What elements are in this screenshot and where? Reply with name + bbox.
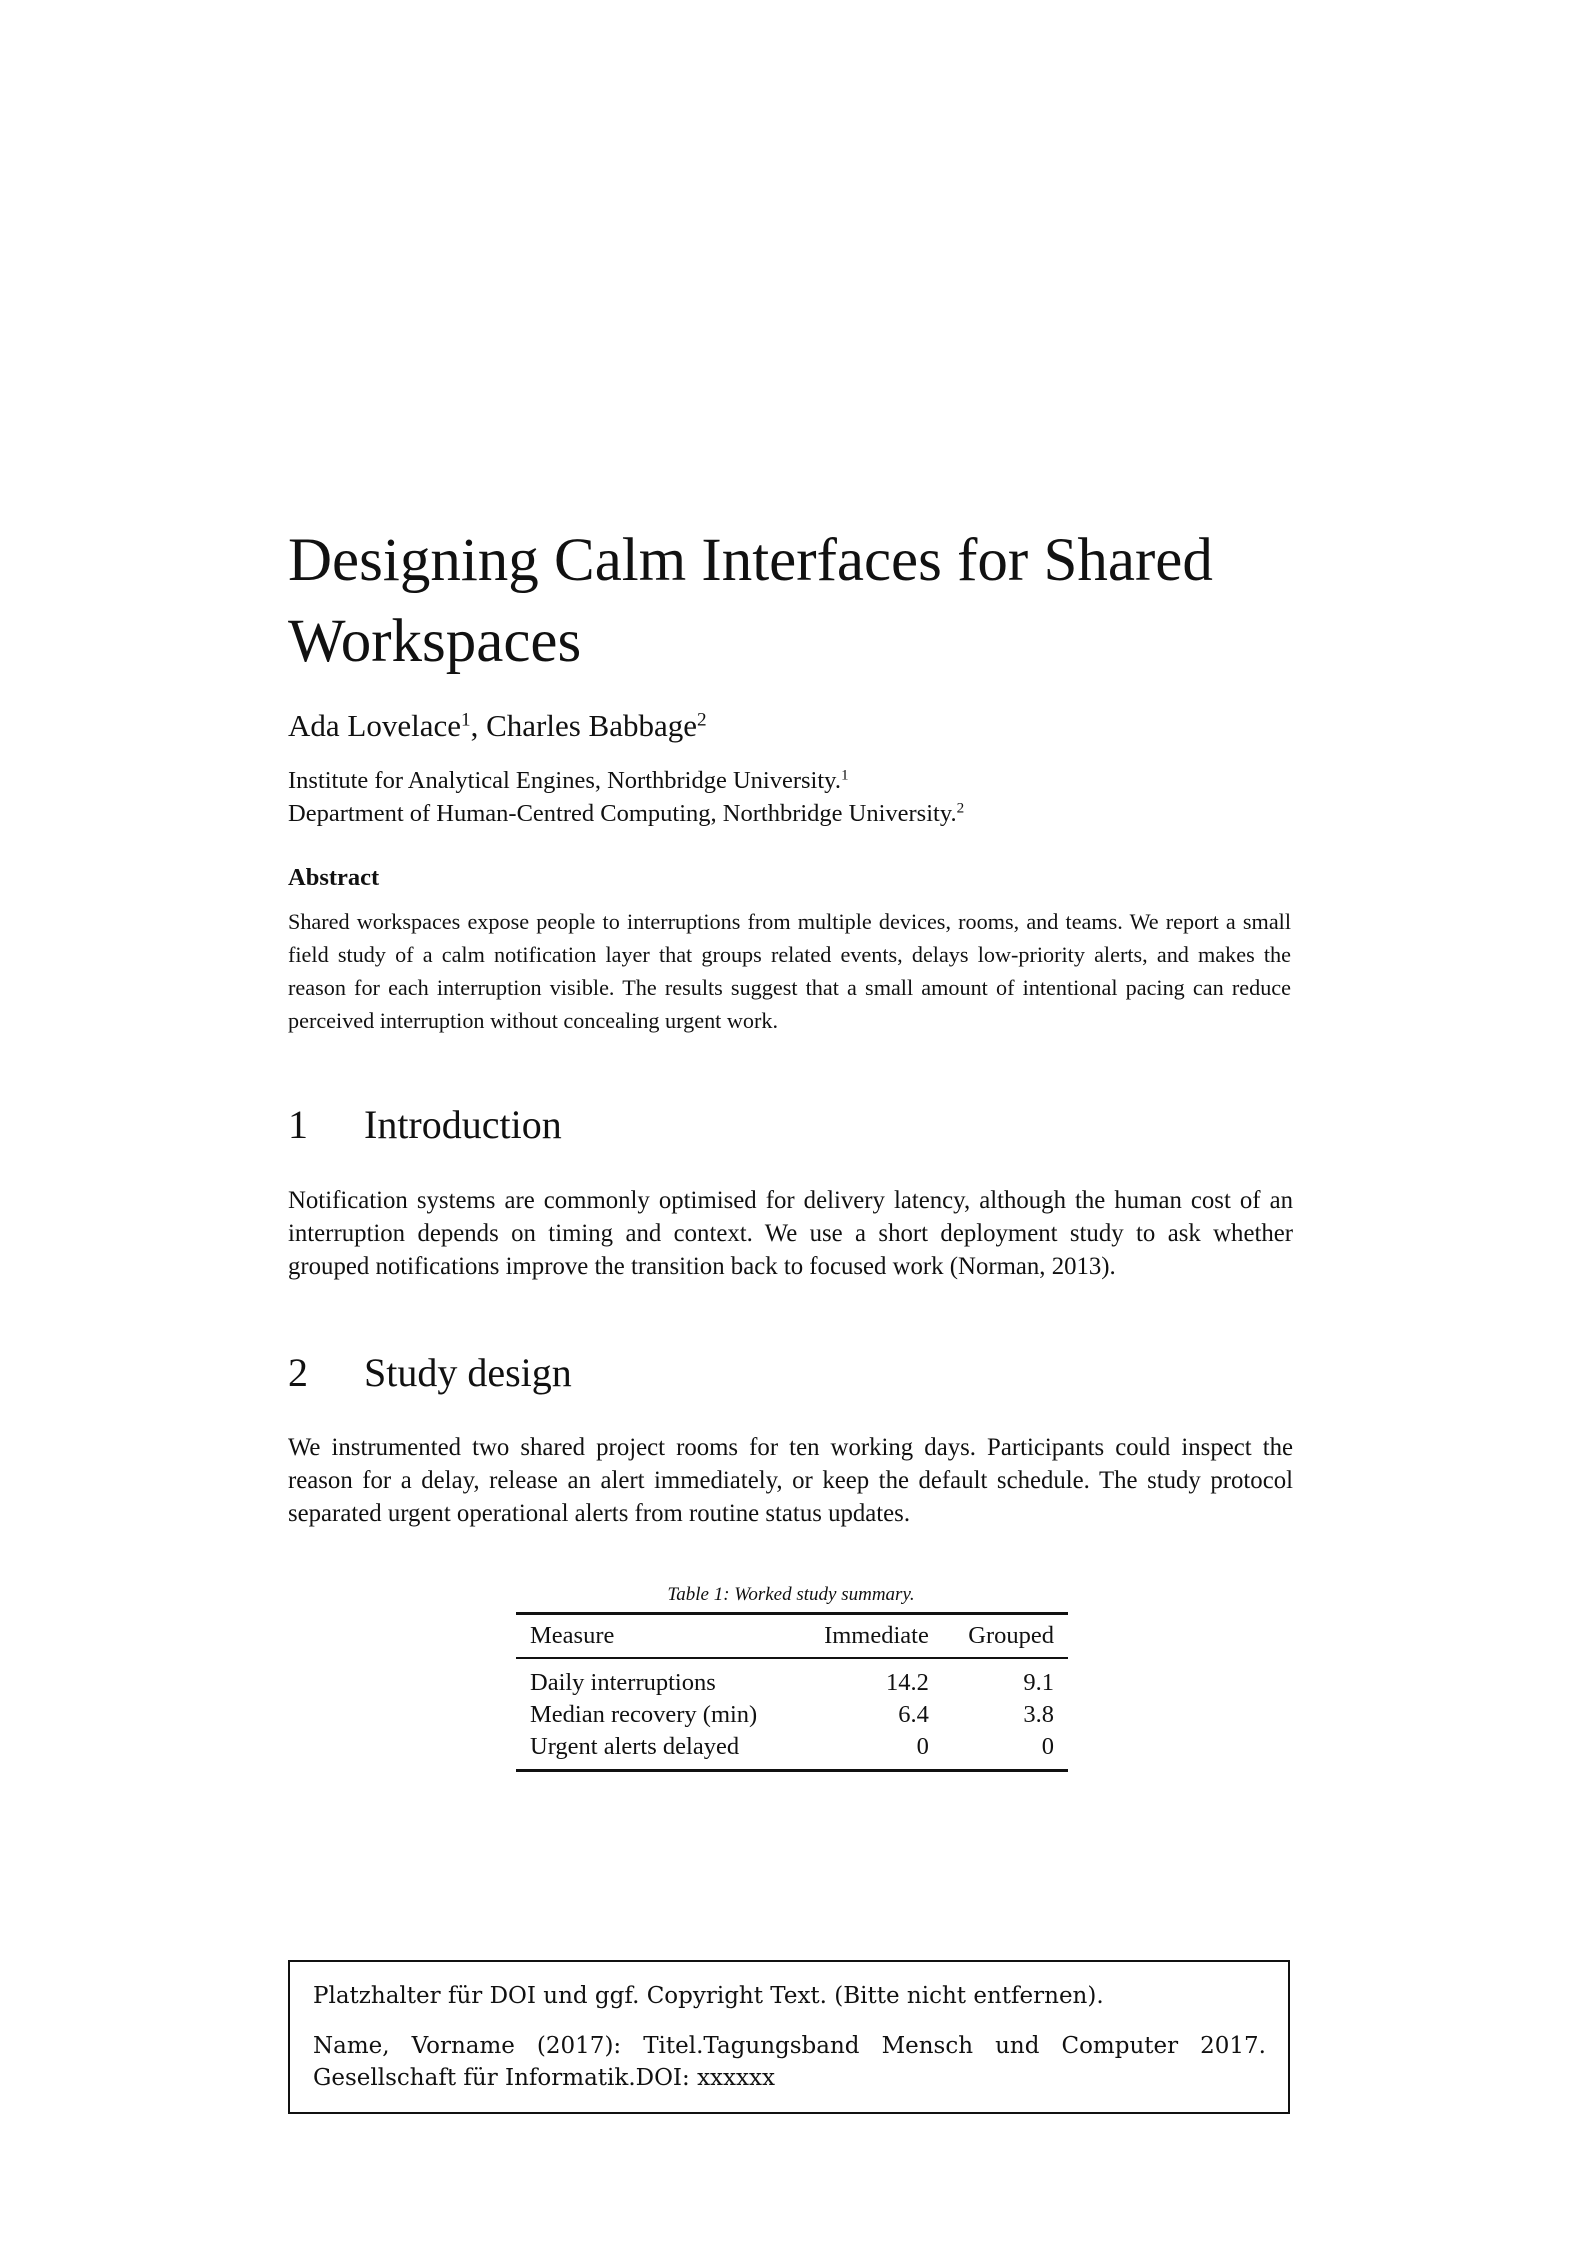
table-cell: 14.2 (885, 1669, 929, 1696)
table-row (516, 1731, 1068, 1771)
author-affiliation-marker: 1 (460, 709, 471, 731)
section-number: 2 (288, 1350, 308, 1395)
table-caption: Table 1: Worked study summary. (667, 1584, 915, 1605)
affiliation-marker: 1 (840, 766, 849, 784)
table-cell: 0 (943, 1731, 1068, 1771)
section-number: 1 (288, 1102, 308, 1147)
table-cell: 9.1 (1023, 1669, 1054, 1696)
section-body-introduction: Notification systems are commonly optimised for delivery latency, although the human cost of an interruption depends on timing and context. We use a short deployment study to ask whether grouped notifications improve the transition back to focused work (Norman, 2013). (288, 1187, 1293, 1280)
citation-text: Name, Vorname (2017): Titel.Tagungsband Mensch und Computer 2017. Gesellschaft für Informatik.DOI: xxxxxx (313, 2033, 1266, 2091)
study-summary-table (516, 1612, 1068, 1772)
author-affiliation-marker: 2 (697, 709, 707, 731)
table-cell: 6.4 (898, 1701, 929, 1728)
section-title: Introduction (364, 1102, 562, 1147)
column-header: Measure (516, 1614, 797, 1659)
table-cell: 0 (797, 1731, 943, 1771)
section-title: Study design (364, 1350, 572, 1395)
table-cell: Median recovery (min) (530, 1701, 758, 1728)
abstract-heading: Abstract (288, 864, 380, 891)
table-cell: Urgent alerts delayed (516, 1731, 797, 1771)
column-header: Immediate (797, 1614, 943, 1659)
affiliation-text: Institute for Analytical Engines, Northbridge University. (288, 767, 841, 794)
doi-copyright-box (288, 1960, 1290, 2114)
section-heading-introduction (288, 1100, 562, 1150)
table-header-row (516, 1614, 1068, 1659)
table-row (516, 1699, 1068, 1731)
doi-placeholder-text: Platzhalter für DOI und ggf. Copyright Text. (Bitte nicht entfernen). (313, 1983, 1104, 2009)
paper-title: Designing Calm Interfaces for Shared Workspaces (288, 527, 1213, 675)
affiliation (288, 798, 964, 830)
author-list (288, 706, 707, 746)
table-cell: Daily interruptions (530, 1669, 716, 1696)
table-cell: 3.8 (1023, 1701, 1054, 1728)
affiliation (288, 765, 849, 797)
author-name: Ada Lovelace (288, 708, 461, 743)
abstract-text: Shared workspaces expose people to interruptions from multiple devices, rooms, and teams. We report a small field study of a calm notification layer that groups related events, delays low-priority alerts, and makes the reason for each interruption visible. The results suggest that a small amount of intentional pacing can reduce perceived interruption without concealing urgent work. (288, 909, 1291, 1033)
section-body-study-design: We instrumented two shared project rooms for ten working days. Participants could inspect the reason for a delay, release an alert immediately, or keep the default schedule. The study protocol separated urgent operational alerts from routine status updates. (288, 1434, 1293, 1527)
table-row (516, 1658, 1068, 1699)
section-heading-study-design (288, 1348, 572, 1398)
affiliation-marker: 2 (956, 799, 965, 817)
author-name: Charles Babbage (486, 708, 697, 743)
column-header: Grouped (943, 1614, 1068, 1659)
affiliation-text: Department of Human-Centred Computing, Northbridge University. (288, 800, 957, 827)
author-separator: , (470, 708, 487, 743)
